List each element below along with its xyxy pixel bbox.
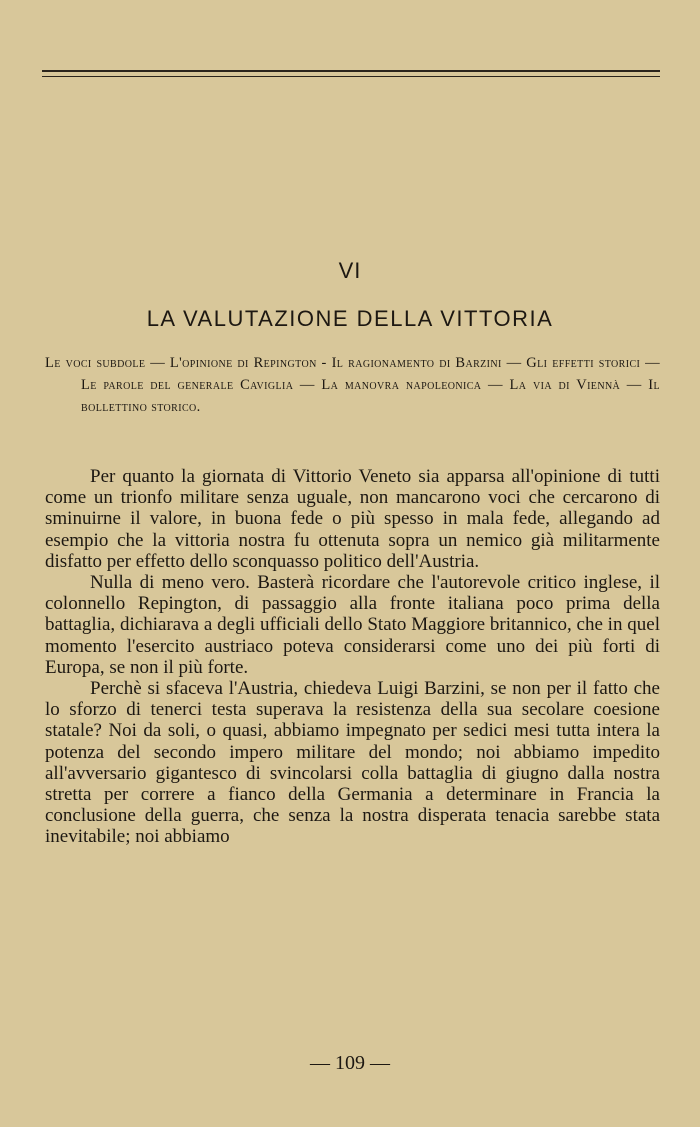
header-rule-bottom bbox=[42, 76, 660, 77]
chapter-summary-text: Le voci subdole — L'opinione di Repington - Il ragionamento di Barzini — Gli effetti storici — Le parole del generale Caviglia — La manovra napoleonica — La via di Viennà — Il bollettino storico. bbox=[45, 355, 660, 415]
paragraph: Nulla di meno vero. Basterà ricordare che l'autorevole critico inglese, il colonnello Repington, di passaggio alla fronte italiana poco prima della battaglia, dichiarava a degli ufficiali dello Stato Maggiore britannico, che in quel momento l'esercito austriaco poteva considerarsi come uno dei più forti di Europa, se non il più forte. bbox=[45, 572, 660, 678]
chapter-summary bbox=[45, 352, 660, 418]
chapter-title: LA VALUTAZIONE DELLA VITTORIA bbox=[146, 306, 554, 331]
paragraph: Perchè si sfaceva l'Austria, chiedeva Luigi Barzini, se non per il fatto che lo sforzo di tenerci testa superava la resistenza della sua secolare coesione statale? Noi da soli, o quasi, abbiamo impegnato per sedici mesi tutta intera la potenza del secondo impero militare del mondo; noi abbiamo impedito all'avversario gigantesco di svincolarsi colla battaglia di giugno dalla nostra stretta per correre a fianco della Germania a determinare in Francia la conclusione della guerra, che senza la nostra disperata tenacia sarebbe stata inevitabile; noi abbiamo bbox=[45, 678, 660, 848]
chapter-number: VI bbox=[338, 258, 362, 283]
header-rule-top bbox=[42, 70, 660, 72]
body-text bbox=[45, 466, 660, 848]
paragraph: Per quanto la giornata di Vittorio Veneto sia apparsa all'opinione di tutti come un trionfo militare senza uguale, non mancarono voci che cercarono di sminuirne il valore, in buona fede o più spesso in mala fede, allegando ad esempio che la vittoria nostra fu ottenuta sopra un nemico già militarmente disfatto per effetto dello sconquasso politico dell'Austria. bbox=[45, 466, 660, 572]
page-number: — 109 — bbox=[310, 1052, 390, 1074]
